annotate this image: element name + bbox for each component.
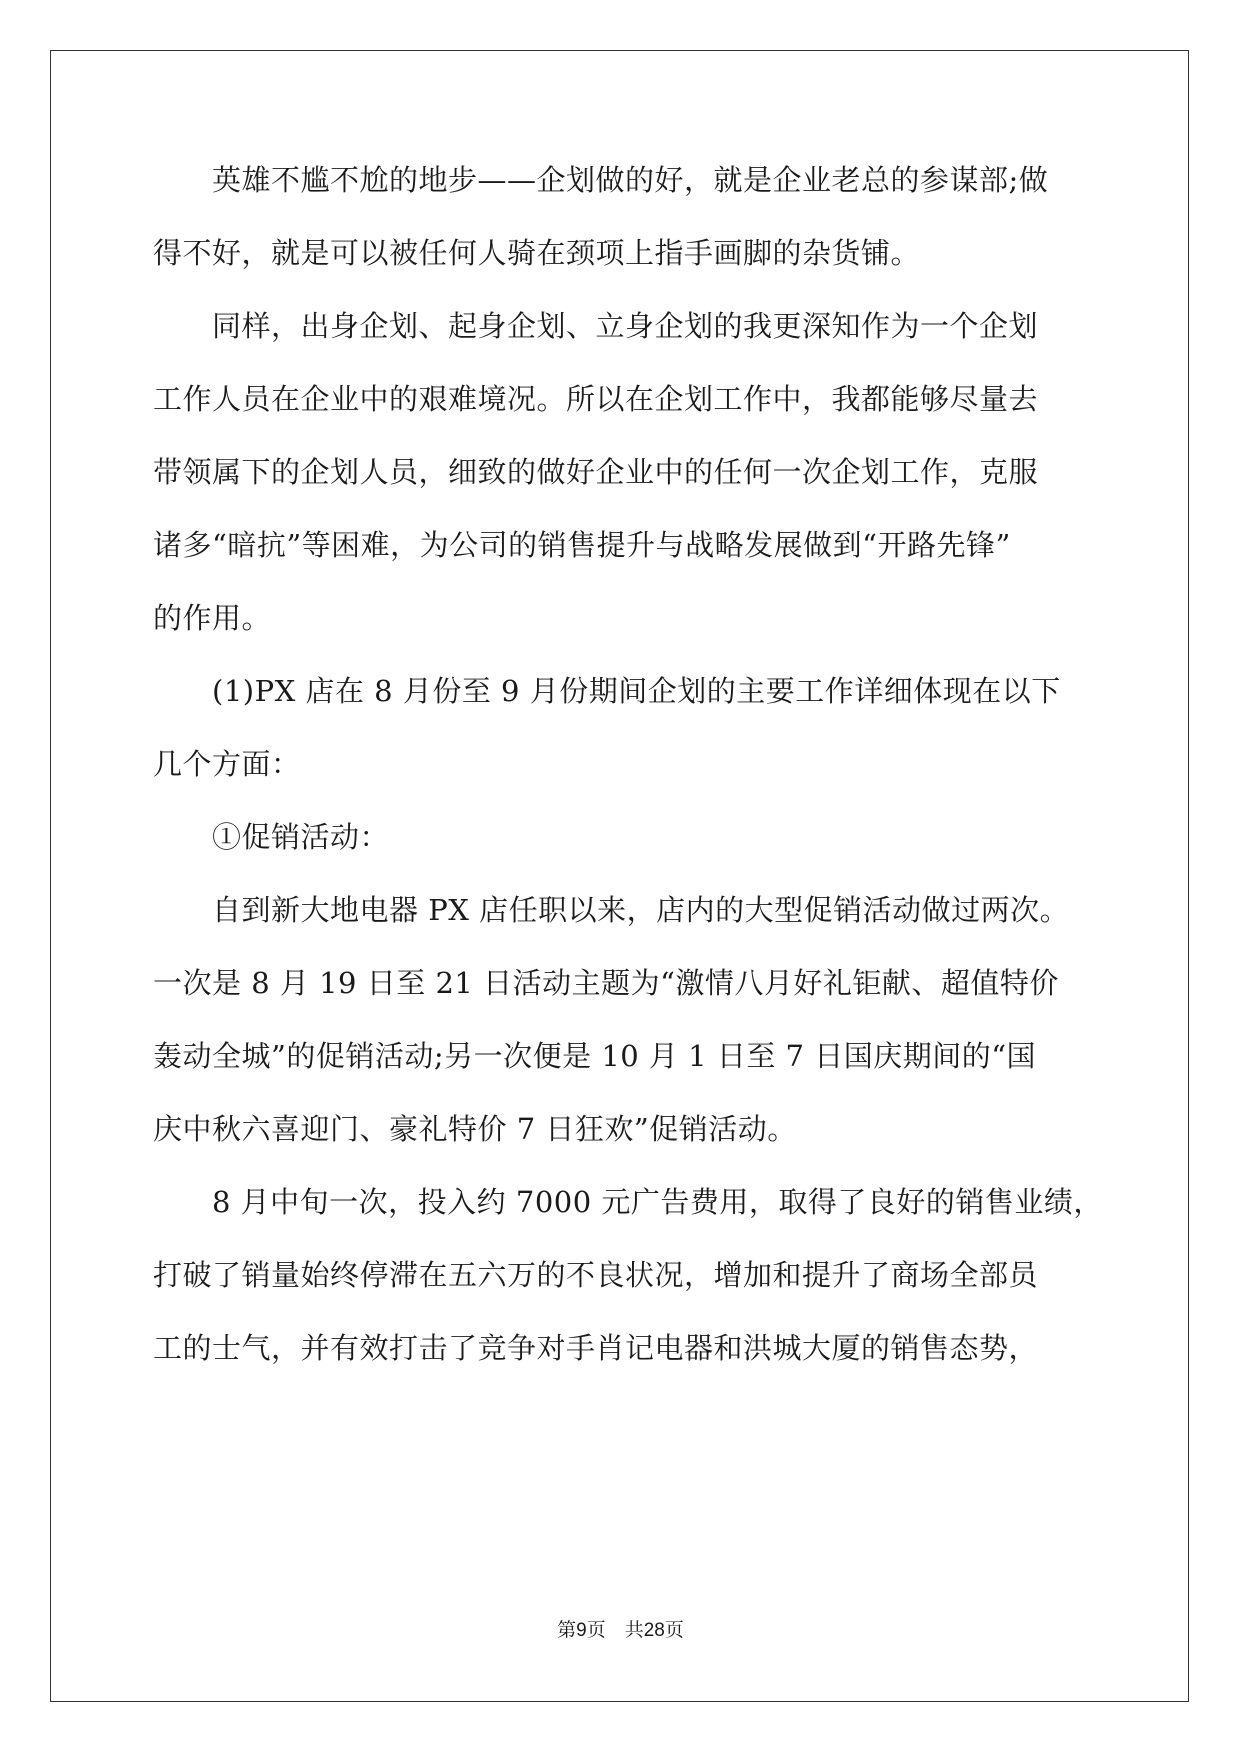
page-border xyxy=(50,50,1189,1702)
text-line: 一次是 8 月 19 日至 21 日活动主题为“激情八月好礼钜献、超值特价 xyxy=(153,966,1059,1000)
text-line: 自到新大地电器 PX 店任职以来，店内的大型促销活动做过两次。 xyxy=(153,893,1070,927)
total-page-count: 28 xyxy=(643,1620,665,1641)
text-line: ①促销活动： xyxy=(153,820,390,854)
text-line: 诸多“暗抗”等困难，为公司的销售提升与战略发展做到“开路先锋” xyxy=(153,528,1011,562)
footer-suffix: 页 xyxy=(664,1619,684,1641)
footer-prefix: 第 xyxy=(557,1619,577,1641)
text-line: 轰动全城”的促销活动;另一次便是 10 月 1 日至 7 日国庆期间的“国 xyxy=(153,1039,1037,1073)
text-line: (1)PX 店在 8 月份至 9 月份期间企划的主要工作详细体现在以下 xyxy=(153,674,1061,708)
text-line: 8 月中旬一次，投入约 7000 元广告费用，取得了良好的销售业绩， xyxy=(153,1185,1103,1219)
text-line: 英雄不尴不尬的地步——企划做的好，就是企业老总的参谋部;做 xyxy=(153,163,1049,197)
text-line: 同样，出身企划、起身企划、立身企划的我更深知作为一个企划 xyxy=(153,309,1039,343)
text-line: 打破了销量始终停滞在五六万的不良状况，增加和提升了商场全部员 xyxy=(153,1258,1039,1292)
page-footer xyxy=(0,1618,1241,1643)
text-line: 的作用。 xyxy=(153,601,272,635)
text-line: 工的士气，并有效打击了竞争对手肖记电器和洪城大厦的销售态势， xyxy=(153,1331,1039,1365)
text-line: 带领属下的企划人员，细致的做好企业中的任何一次企划工作，克服 xyxy=(153,455,1039,489)
text-line: 得不好，就是可以被任何人骑在颈项上指手画脚的杂货铺。 xyxy=(153,236,921,270)
text-line: 庆中秋六喜迎门、豪礼特价 7 日狂欢”促销活动。 xyxy=(153,1112,797,1146)
footer-middle: 页 共 xyxy=(586,1619,644,1641)
text-line: 几个方面： xyxy=(153,747,301,781)
text-line: 工作人员在企业中的艰难境况。所以在企划工作中，我都能够尽量去 xyxy=(153,382,1039,416)
current-page-number: 9 xyxy=(576,1620,587,1641)
